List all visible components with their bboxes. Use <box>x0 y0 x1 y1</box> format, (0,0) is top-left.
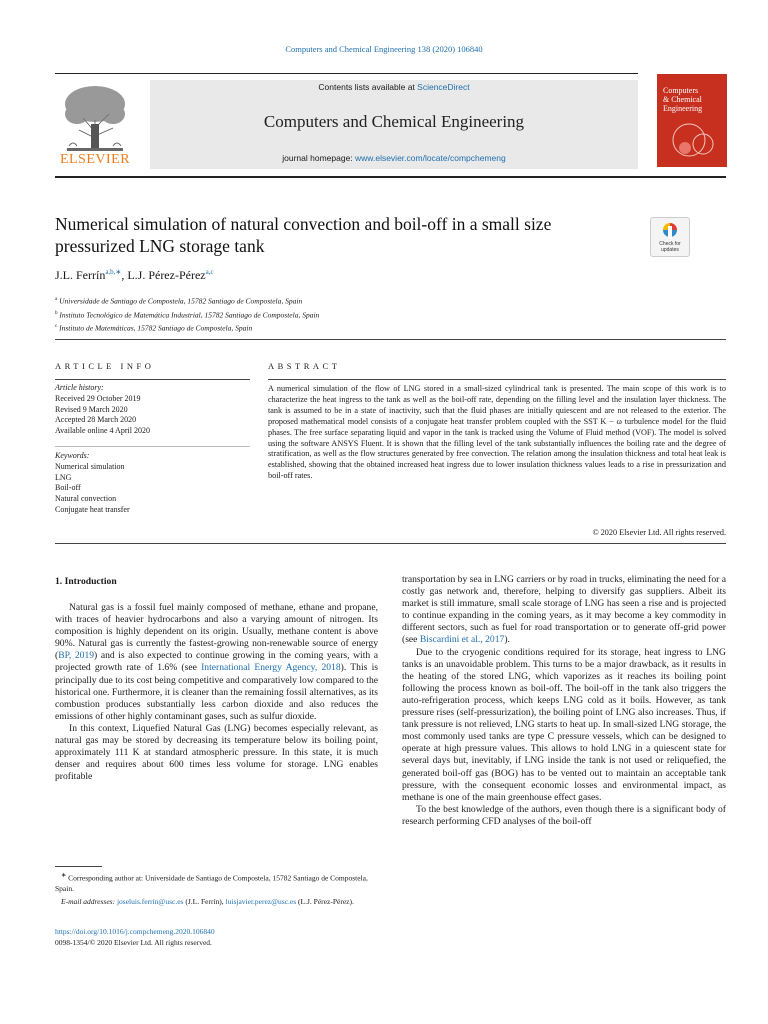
affiliation-mark: a <box>55 297 58 302</box>
elsevier-wordmark: ELSEVIER <box>59 152 131 167</box>
paragraph <box>55 602 378 723</box>
journal-name: Computers and Chemical Engineering <box>263 112 525 131</box>
footnote-mark: ∗ <box>61 872 67 879</box>
affiliations <box>55 294 319 335</box>
citation-link[interactable]: Biscardini et al., 2017 <box>419 634 505 646</box>
title-line: Numerical simulation of natural convection and boil-off in a small size <box>55 214 552 234</box>
contents-availability <box>150 82 638 92</box>
footnote-text: Corresponding author at: Universidade de Santiago de Compostela, 15782 Santiago de Compostela, Spain. <box>55 873 368 893</box>
title-line: pressurized LNG storage tank <box>55 236 265 256</box>
history-item: Received 29 October 2019 <box>55 393 141 403</box>
crossmark-label-line: updates <box>661 247 679 253</box>
crossmark-icon <box>662 222 678 240</box>
article-history <box>55 383 150 437</box>
citation-link[interactable]: BP, 2019 <box>58 650 95 662</box>
text-run: transportation by sea in LNG carriers or by road in trucks, eliminating the need for a costly gas network and, therefore, helping to diversify gas suppliers. Albeit its market is still immature, small scale storage of LNG has seen a rise and is projected to continue expanding in the coming years, as it may become a key commodity in different sectors, such as fuel for road transportation or to generate off-grid power (see <box>402 574 726 646</box>
article-title <box>55 213 645 257</box>
homepage-prefix: journal homepage: <box>282 153 356 163</box>
check-for-updates-button[interactable] <box>650 217 690 257</box>
text-run: Natural gas is a fossil fuel mainly composed of methane, ethane and propane, with traces of heavier hydrocarbons and also a varying amount of nitrogen. Its composition is highly dependent on its origin. Usually, methane content is above 90%. Natural gas is currently the fastest-growing non-renewable source of energy ( <box>55 602 378 662</box>
contents-prefix: Contents lists available at <box>318 82 418 92</box>
keyword: Natural convection <box>55 494 117 504</box>
email-owner: (L.J. Pérez-Pérez). <box>296 896 354 906</box>
divider <box>268 379 726 380</box>
doi-block <box>55 926 215 948</box>
email-note <box>55 897 378 908</box>
paragraph: Due to the cryogenic conditions required for its storage, heat ingress to LNG tanks is an unavoidable problem. This turns to be a major drawback, as it results in the heating of the stored LNG, which vaporizes as it reaches its boiling point following the process known as boil-off. The boil-off in the tank also triggers the auto-refrigeration process, which keeps LNG cold as it boils. However, as tank pressure rises (self-pressurization), the boiling point of LNG also increases. Thus, if tank pressure is not relieved, LNG starts to heat up. In small-sized LNG storage, the most commonly used tanks are type C pressure vessels, which can be designed to operate at high pressure values. This allows to hold LNG in a quiescent state for several days but, inevitably, if LNG inside the tank is not used or reliquefied, the generated boil-off gas (BOG) has to be vented out to maintain an acceptable tank pressure, with the consequent economic losses and environmental impact, as methane is one of the main greenhouse effect gases. <box>402 646 726 803</box>
divider <box>55 446 250 447</box>
header-bottom-rule <box>55 176 726 178</box>
author-list <box>55 268 214 283</box>
issn-copyright: 0098-1354/© 2020 Elsevier Ltd. All rights reserved. <box>55 938 212 947</box>
body-column-left <box>55 602 378 783</box>
author-separator: , <box>121 268 128 282</box>
email-label: E-mail addresses: <box>61 896 116 906</box>
affiliation-text: Instituto Tecnológico de Matemática Industrial, 15782 Santiago de Compostela, Spain <box>59 310 320 319</box>
affiliation <box>55 321 319 335</box>
keyword: Conjugate heat transfer <box>55 504 130 514</box>
abstract-heading: ABSTRACT <box>268 361 341 371</box>
affiliation-text: Universidade de Santiago de Compostela, 15782 Santiago de Compostela, Spain <box>59 296 303 306</box>
homepage-link[interactable]: www.elsevier.com/locate/compchemeng <box>355 153 506 163</box>
email-link[interactable]: luisjavier.perez@usc.es <box>225 896 297 906</box>
paragraph: In this context, Liquefied Natural Gas (LNG) becomes especially relevant, as natural gas may be stored by decreasing its temperature below its boiling point, approximately 111 K at standard atmospheric pressure. In this state, it is much denser and requires about 600 times less volume for storage. LNG enables profitable <box>55 722 378 783</box>
history-label: Article history: <box>55 383 104 392</box>
affiliation-text: Instituto de Matemáticas, 15782 Santiago de Compostela, Spain <box>59 323 253 333</box>
abstract-text: A numerical simulation of the flow of LNG stored in a small-sized cylindrical tank is presented. The main scope of this work is to characterize the heat ingress to the tank as well as the boil-off rate, depending on the filling level and the insulation layer thickness. The tank is assumed to be in a state of inactivity, such that the fluid phases are initially quiescent and are not released to the exterior. The proposed mathematical model consists of a conjugate heat transfer problem coupled with the SST K − ω turbulence model for the fluid phases. The free surface separating liquid and vapor in the tank is tracked using the Volume of Fluid method (VOF). The model is solved using the software ANSYS Fluent. It is shown that the filling level of the tank substantially influences the boiling rate and the degree of stratification, as well as the flow structures generated by free convection. The relation among the insulation thickness and total heat leak is established, showing that the obtained increased heat ingress due to lower insulation thickness values leads to a rise in pressurization and boil-off rates. <box>268 384 726 481</box>
keyword: LNG <box>55 472 72 482</box>
email-link[interactable]: joseluis.ferrin@usc.es <box>116 896 184 906</box>
footnote-divider <box>55 866 102 867</box>
crossmark-label-line: Check for <box>659 241 681 247</box>
history-item: Accepted 28 March 2020 <box>55 415 137 425</box>
corresponding-author-note <box>55 871 378 895</box>
history-item: Revised 9 March 2020 <box>55 404 128 414</box>
cover-title-line: Engineering <box>663 104 703 113</box>
keywords-label: Keywords: <box>55 451 90 460</box>
affiliation <box>55 308 319 322</box>
crossmark-label <box>651 241 689 253</box>
journal-homepage <box>150 153 638 163</box>
keyword: Boil-off <box>55 483 81 493</box>
body-column-right <box>402 574 726 828</box>
text-run: ). <box>504 634 510 646</box>
email-owner: (J.L. Ferrín), <box>183 896 226 906</box>
affiliation-mark: b <box>55 310 58 316</box>
text-run: ). This is principally due to its cost being competitive and comparatively low compared to the historical one. Furthermore, it is cleaner than the remaining fossil alternatives, as its combustion produces substantially less carbon dioxide and also reduces the emissions of other highly contaminant gases, such as sulfur dioxide. <box>55 662 378 722</box>
text-run: ) and is also expected to continue growing in the coming years, with a projected growth rate of 1.6% (see <box>55 650 378 674</box>
history-item: Available online 4 April 2020 <box>55 426 150 436</box>
affiliation <box>55 294 319 308</box>
journal-cover-thumbnail <box>657 74 727 167</box>
article-info-heading: ARTICLE INFO <box>55 361 155 371</box>
citation-link[interactable]: International Energy Agency, 2018 <box>201 662 341 674</box>
doi-link[interactable]: https://doi.org/10.1016/j.compchemeng.2020.106840 <box>55 927 215 936</box>
sciencedirect-link[interactable]: ScienceDirect <box>417 82 470 92</box>
author-name: J.L. Ferrín <box>55 268 106 282</box>
footnotes <box>55 871 378 909</box>
affiliation-mark: c <box>55 324 58 329</box>
author-affiliation-marks[interactable]: a,b,∗ <box>105 268 122 276</box>
author-name: L.J. Pérez-Pérez <box>127 268 206 282</box>
paragraph <box>402 574 726 647</box>
paragraph: To the best knowledge of the authors, even though there is a significant body of research performing CFD analyses of the boil-off <box>402 803 726 827</box>
author-affiliation-marks[interactable]: a,c <box>205 268 214 276</box>
abstract-copyright: © 2020 Elsevier Ltd. All rights reserved. <box>592 528 726 537</box>
cover-graphic <box>667 118 722 163</box>
divider <box>55 543 726 544</box>
cover-title-line: & Chemical <box>663 95 702 104</box>
journal-reference-link[interactable]: Computers and Chemical Engineering 138 (2020) 106840 <box>285 44 483 54</box>
section-heading: 1. Introduction <box>55 576 117 587</box>
keyword: Numerical simulation <box>55 461 125 471</box>
keywords <box>55 451 130 516</box>
cover-title <box>663 86 702 113</box>
cover-title-line: Computers <box>663 86 699 95</box>
divider <box>55 379 250 380</box>
header-top-rule <box>55 73 638 74</box>
divider <box>55 339 726 340</box>
